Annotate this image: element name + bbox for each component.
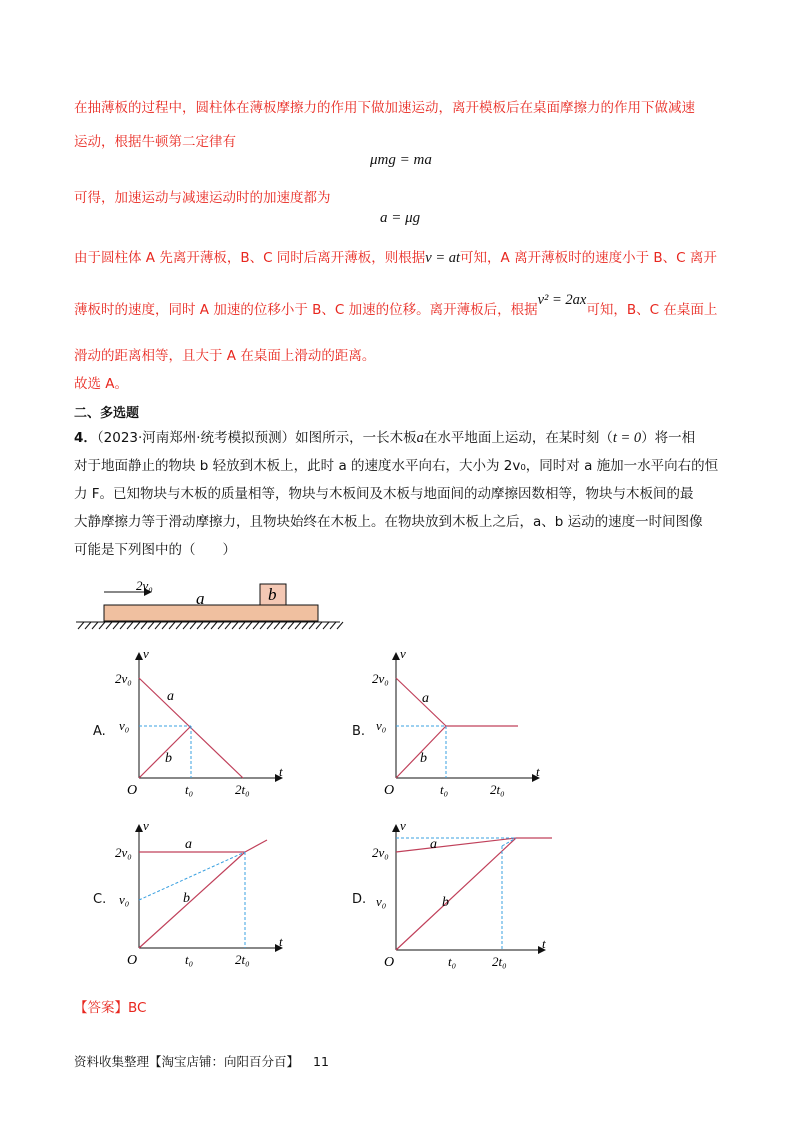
v-axis-arrow-icon [392, 652, 400, 660]
v-label: v [400, 650, 406, 661]
question-line-2: 对于地面静止的物块 b 轻放到木板上，此时 a 的速度水平向右，大小为 2v₀，同时对 a 施加一水平向右的恒 [74, 458, 719, 474]
t2-label: 2t₀ [492, 954, 507, 969]
hatch-mark [78, 622, 84, 629]
v-axis-arrow-icon [135, 652, 143, 660]
hatch-mark [288, 622, 294, 629]
origin-label: O [127, 953, 138, 968]
hatch-mark [155, 622, 161, 629]
board-a [104, 605, 318, 621]
origin-label: O [127, 783, 138, 798]
footer-text: 资料收集整理【淘宝店铺：向阳百分百】 [74, 1054, 300, 1069]
v-axis-arrow-icon [392, 824, 400, 832]
y-mid-label: v₀ [119, 718, 130, 733]
option-a-label: A. [93, 724, 106, 739]
b-label: b [183, 891, 190, 906]
hatch-mark [267, 622, 273, 629]
board-block-figure [72, 578, 352, 634]
hatch-mark [204, 622, 210, 629]
t1-label: t₀ [185, 952, 194, 967]
solution-line-6: 滑动的距离相等，且大于 A 在桌面上滑动的距离。 [74, 348, 376, 364]
question-t-eq: t = 0 [612, 430, 642, 446]
hatch-mark [316, 622, 322, 629]
a-label: a [185, 837, 192, 852]
a-label: a [422, 691, 429, 706]
line-a [396, 678, 446, 726]
hatch-mark [330, 622, 336, 629]
v-label: v [143, 822, 149, 833]
inline-eq-v-at: v = at [425, 250, 461, 266]
velocity-label: 2v₀ [136, 578, 153, 593]
hatch-mark [295, 622, 301, 629]
dash-slope [139, 852, 245, 900]
hatch-mark [113, 622, 119, 629]
option-c-label: C. [93, 892, 107, 907]
t-label: t [536, 764, 540, 779]
solution-line-4-a: 由于圆柱体 A 先离开薄板，B、C 同时后离开薄板，则根据 [74, 250, 426, 266]
question-line-1 [74, 428, 695, 448]
solution-line-4-b: 可知，A 离开薄板时的速度小于 B、C 离开 [460, 250, 717, 266]
y-top-label: 2v₀ [372, 671, 389, 686]
a-label: a [430, 837, 437, 852]
option-b-graph [372, 650, 562, 800]
t2-label: 2t₀ [235, 782, 250, 797]
hatch-mark [85, 622, 91, 629]
hatch-mark [323, 622, 329, 629]
y-top-label: 2v₀ [372, 845, 389, 860]
hatch-mark [169, 622, 175, 629]
solution-line-2: 运动，根据牛顿第二定律有 [74, 134, 236, 150]
hatch-mark [99, 622, 105, 629]
footer [74, 1052, 329, 1070]
equation-1: μmg = ma [370, 152, 432, 168]
a-label: a [167, 689, 174, 704]
hatch-mark [197, 622, 203, 629]
question-number: 4． [74, 430, 97, 446]
solution-line-4 [74, 248, 717, 268]
inline-eq-v2-2ax: v² = 2ax [537, 292, 587, 308]
solution-line-5 [74, 292, 718, 320]
solution-line-1: 在抽薄板的过程中，圆柱体在薄板摩擦力的作用下做加速运动，离开模板后在桌面摩擦力的作用下做减速 [74, 100, 695, 116]
t1-label: t₀ [440, 782, 449, 797]
option-a-graph [115, 650, 285, 800]
hatch-mark [337, 622, 343, 629]
y-mid-label: v₀ [376, 894, 387, 909]
solution-line-5-b: 可知，B、C 在桌面上 [586, 302, 718, 318]
y-top-label: 2v₀ [115, 845, 132, 860]
option-b-label: B. [352, 724, 366, 739]
hatch-mark [92, 622, 98, 629]
answer-line [74, 998, 146, 1018]
option-c-graph [115, 822, 295, 972]
answer-tag: 【答案】 [74, 1000, 128, 1016]
question-line-4: 大静摩擦力等于滑动摩擦力，且物块始终在木板上。在物块放到木板上之后，a、b 运动的速度一时间图像 [74, 514, 703, 530]
page-number: 11 [313, 1054, 329, 1069]
hatch-mark [281, 622, 287, 629]
b-label: b [165, 751, 172, 766]
equation-2: a = μg [380, 210, 421, 226]
hatch-mark [253, 622, 259, 629]
t1-label: t₀ [185, 782, 194, 797]
y-top-label: 2v₀ [115, 671, 132, 686]
question-line-3: 力 F。已知物块与木板的质量相等，物块与木板间及木板与地面间的动摩擦因数相等，物块与木板间的最 [74, 486, 694, 502]
y-mid-label: v₀ [119, 892, 130, 907]
hatch-mark [141, 622, 147, 629]
question-line-5: 可能是下列图中的（ ） [74, 542, 236, 558]
t-label: t [279, 764, 283, 779]
b-label: b [420, 751, 427, 766]
origin-label: O [384, 955, 395, 970]
option-d-graph [372, 822, 562, 972]
question-line-1-a: （2023·河南郑州·统考模拟预测）如图所示，一长木板 [96, 430, 417, 446]
option-d-label: D. [352, 892, 367, 907]
hatch-mark [120, 622, 126, 629]
y-mid-label: v₀ [376, 718, 387, 733]
hatch-mark [162, 622, 168, 629]
question-line-1-c: ）将一相 [641, 430, 696, 446]
hatch-mark [190, 622, 196, 629]
line-b [139, 852, 245, 948]
v-label: v [400, 822, 406, 833]
line-common [245, 840, 267, 852]
v-label: v [143, 650, 149, 661]
block-label: b [268, 585, 277, 604]
hatch-mark [127, 622, 133, 629]
t1-label: t₀ [448, 954, 457, 969]
t-label: t [542, 936, 546, 951]
t2-label: 2t₀ [490, 782, 505, 797]
t2-label: 2t₀ [235, 952, 250, 967]
hatch-mark [106, 622, 112, 629]
ground-hatching [78, 622, 343, 629]
hatch-mark [309, 622, 315, 629]
origin-label: O [384, 783, 395, 798]
v-axis-arrow-icon [135, 824, 143, 832]
question-var-a: a [416, 430, 424, 446]
hatch-mark [134, 622, 140, 629]
hatch-mark [239, 622, 245, 629]
b-label: b [442, 895, 449, 910]
board-label: a [196, 589, 205, 608]
line-b [396, 838, 516, 950]
hatch-mark [183, 622, 189, 629]
hatch-mark [148, 622, 154, 629]
line-a [396, 838, 516, 852]
hatch-mark [302, 622, 308, 629]
hatch-mark [246, 622, 252, 629]
hatch-mark [211, 622, 217, 629]
hatch-mark [218, 622, 224, 629]
solution-line-5-a: 薄板时的速度，同时 A 加速的位移小于 B、C 加速的位移。离开薄板后，根据 [74, 302, 538, 318]
solution-line-7: 故选 A。 [74, 376, 129, 392]
hatch-mark [260, 622, 266, 629]
answer-value: BC [128, 1000, 147, 1016]
solution-line-3: 可得，加速运动与减速运动时的加速度都为 [74, 190, 331, 206]
hatch-mark [176, 622, 182, 629]
question-line-1-b: 在水平地面上运动，在某时刻（ [423, 430, 613, 446]
section-title: 二、多选题 [74, 406, 140, 421]
hatch-mark [225, 622, 231, 629]
hatch-mark [232, 622, 238, 629]
hatch-mark [274, 622, 280, 629]
t-label: t [279, 934, 283, 949]
